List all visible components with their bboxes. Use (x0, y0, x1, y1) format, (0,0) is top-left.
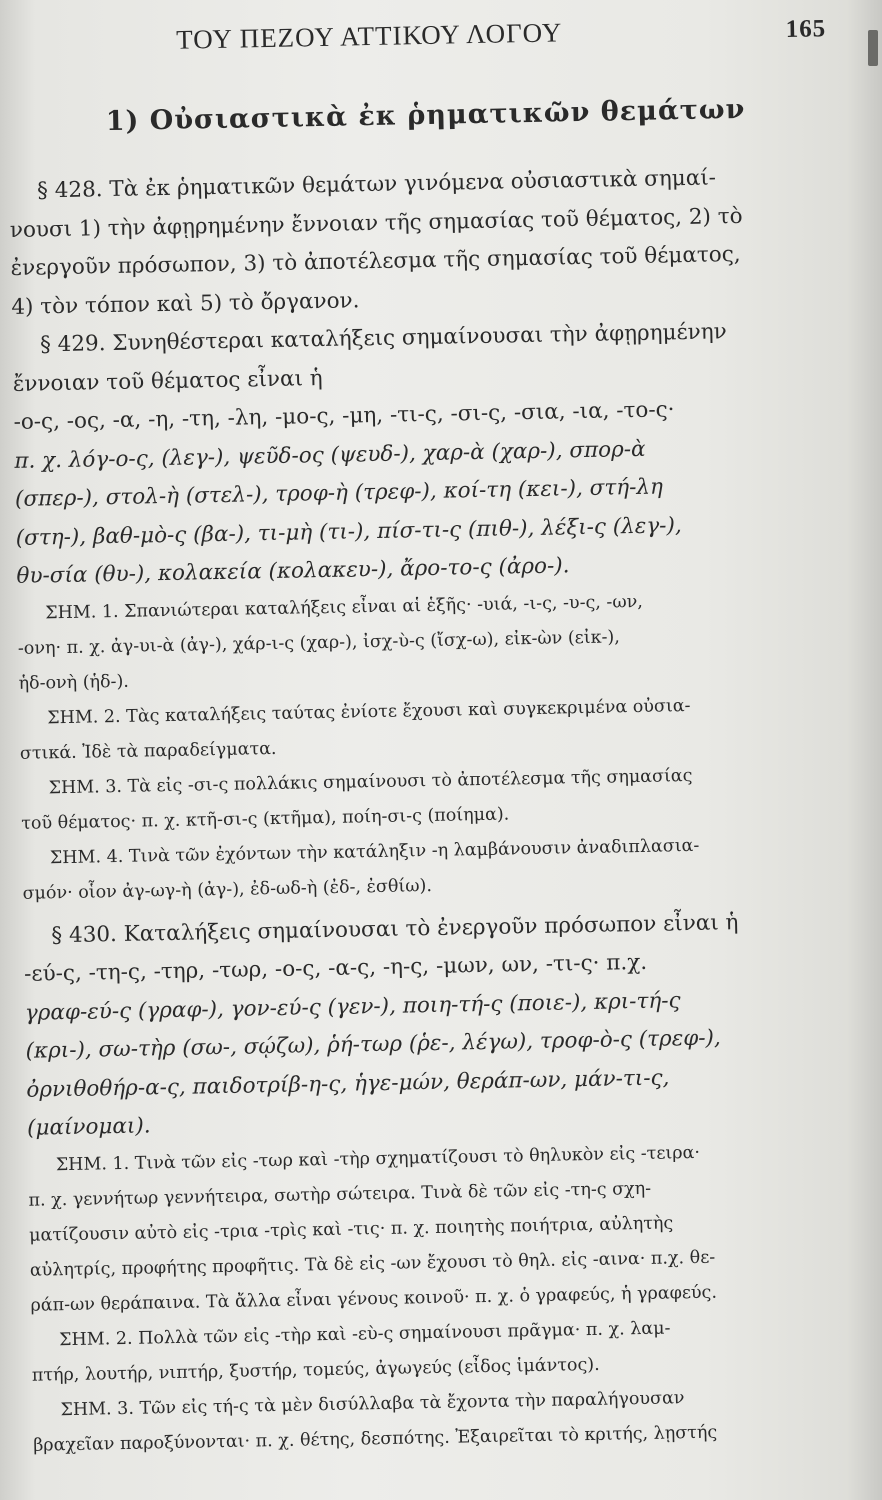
text-line: πτήρ, λουτήρ, νιπτήρ, ξυστήρ, τομεύς, ἀγωγεύς (εἶδος ἱμάντος). (31, 1354, 600, 1386)
running-title: ΤΟΥ ΠΕΖΟΥ ΑΤΤΙΚΟΥ ΛΟΓΟΥ (175, 17, 563, 55)
text-line: ἔννοιαν τοῦ θέματος εἶναι ἡ (12, 365, 323, 397)
text-line: ματίζουσιν αὐτὸ εἰς -τρια -τρὶς καὶ -τις· π. χ. ποιητὴς ποιήτρια, αὐλητὴς (28, 1212, 674, 1246)
text-line: θυ-σία (θυ-), κολακεία (κολακευ-), ἄρο-το-ς (ἀρο-). (16, 553, 570, 589)
text-line: -ο-ς, -ος, -α, -η, -τη, -λη, -μο-ς, -μη, -τι-ς, -σι-ς, -σια, -ια, -το-ς· (13, 397, 675, 435)
text-line: ράπ-ων θεράπαινα. Τὰ ἄλλα εἶναι γένους κοινοῦ· π. χ. ὁ γραφεύς, ἡ γραφεύς. (30, 1282, 718, 1316)
text-line: π. χ. γεννήτωρ γεννήτειρα, σωτὴρ σώτειρα. Τινὰ δὲ τῶν εἰς -τη-ς σχη- (28, 1178, 652, 1211)
text-line: ΣΗΜ. 3. Τὰ εἰς -σι-ς πολλάκις σημαίνουσι τὸ ἀποτέλεσμα τῆς σημασίας (48, 765, 693, 798)
text-line: (κρι-), σω-τὴρ (σω-, σῴζω), ῥή-τωρ (ῥε-, λέγω), τροφ-ὸ-ς (τρεφ-), (25, 1025, 722, 1064)
running-head (6, 12, 837, 78)
text-line: στικά. Ἰδὲ τὰ παραδείγματα. (19, 738, 277, 764)
margin-mark (868, 30, 878, 66)
text-line: ὀρνιθοθήρ-α-ς, παιδοτρίβ-η-ς, ἡγε-μών, θεράπ-ων, μάν-τι-ς, (26, 1064, 670, 1103)
paragraph-429 (12, 311, 847, 596)
note-430-1 (28, 1132, 861, 1323)
text-line: -εύ-ς, -τη-ς, -τηρ, -τωρ, -ο-ς, -α-ς, -η-ς, -μων, ων, -τι-ς· π.χ. (23, 949, 648, 987)
text-line: αὐλητρίς, προφήτης προφῆτις. Τὰ δὲ εἰς -ων ἔχουσι τὸ θηλ. εἰς -αινα· π.χ. θε- (29, 1247, 716, 1281)
text-line: 4) τὸν τόπον καὶ 5) τὸ ὄργανον. (11, 287, 360, 320)
note-429-1 (17, 580, 849, 701)
text-line: ΣΗΜ. 2. Πολλὰ τῶν εἰς -τὴρ καὶ -εὺ-ς σημαίνουσι πρᾶγμα· π. χ. λαμ- (58, 1317, 671, 1350)
text-line: -ονη· π. χ. ἀγ-υι-ὰ (ἀγ-), χάρ-ι-ς (χαρ-), ἰσχ-ὺ-ς (ἴσχ-ω), εἰκ-ὼν (εἰκ-), (17, 626, 621, 659)
text-line: σμόν· οἷον ἀγ-ωγ-ὴ (ἀγ-), ἐδ-ωδ-ὴ (ἐδ-, ἐσθίω). (22, 875, 433, 904)
text-line: (στη-), βαθ-μὸ-ς (βα-), τι-μὴ (τι-), πίσ-τι-ς (πιθ-), λέξι-ς (λεγ-), (15, 512, 682, 551)
text-line: βραχεῖαν παροξύνονται· π. χ. θέτης, δεσπότης. Ἐξαιρεῖται τὸ κριτής, λῃστής (33, 1422, 718, 1456)
section-title: 1) Οὐσιαστικὰ ἐκ ῥηματικῶν θεμάτων (105, 93, 746, 138)
text-line: νουσι 1) τὴν ἀφῃρημένην ἔννοιαν τῆς σημασίας τοῦ θέματος, 2) τὸ (9, 203, 743, 243)
text-line: ἐνεργοῦν πρόσωπον, 3) τὸ ἀποτέλεσμα τῆς σημασίας τοῦ θέματος, (10, 241, 741, 281)
text-line: π. χ. λόγ-ο-ς, (λεγ-), ψεῦδ-ος (ψευδ-), χαρ-ὰ (χαρ-), σπορ-ὰ (14, 436, 646, 474)
text-line: ΣΗΜ. 1. Σπανιώτεραι καταλήξεις εἶναι αἱ ἑξῆς· -υιά, -ι-ς, -υ-ς, -ων, (45, 591, 644, 623)
text-line: § 430. Καταλήξεις σημαίνουσαι τὸ ἐνεργοῦν πρόσωπον εἶναι ἡ (51, 909, 739, 948)
text-line: ΣΗΜ. 4. Τινὰ τῶν ἐχόντων τὴν κατάληξιν -η λαμβάνουσιν ἀναδιπλασια- (49, 835, 700, 868)
text-line: γραφ-εύ-ς (γραφ-), γον-εύ-ς (γεν-), ποιη-τή-ς (ποιε-), κρι-τή-ς (24, 987, 681, 1026)
text-line: ΣΗΜ. 3. Τῶν εἰς τή-ς τὰ μὲν δισύλλαβα τὰ ἔχοντα τὴν παραλήγουσαν (60, 1387, 685, 1420)
page-number: 165 (785, 15, 827, 44)
text-line: (μαίνομαι). (26, 1113, 151, 1141)
text-line: ΣΗΜ. 2. Τὰς καταλήξεις ταύτας ἐνίοτε ἔχουσι καὶ συγκεκριμένα οὐσια- (47, 695, 691, 728)
text-line: ΣΗΜ. 1. Τινὰ τῶν εἰς -τωρ καὶ -τὴρ σχηματίζουσι τὸ θηλυκὸν εἰς -τειρα· (55, 1142, 701, 1175)
text-line: ἡδ-ονὴ (ἡδ-). (18, 671, 130, 694)
text-line: (σπερ-), στολ-ὴ (στελ-), τροφ-ὴ (τρεφ-), κοί-τη (κει-), στή-λη (14, 474, 664, 512)
text-line: § 428. Τὰ ἐκ ῥηματικῶν θεμάτων γινόμενα οὐσιαστικὰ σημαί- (36, 165, 717, 204)
text-line: § 429. Συνηθέστεραι καταλήξεις σημαίνουσαι τὴν ἀφῃρημένην (39, 319, 727, 358)
paragraph-430 (23, 901, 857, 1148)
text-line: τοῦ θέματος· π. χ. κτῆ-σι-ς (κτῆμα), ποίη-σι-ς (ποίημα). (21, 803, 510, 834)
paragraph-428 (9, 157, 842, 327)
page-body (6, 12, 863, 1463)
